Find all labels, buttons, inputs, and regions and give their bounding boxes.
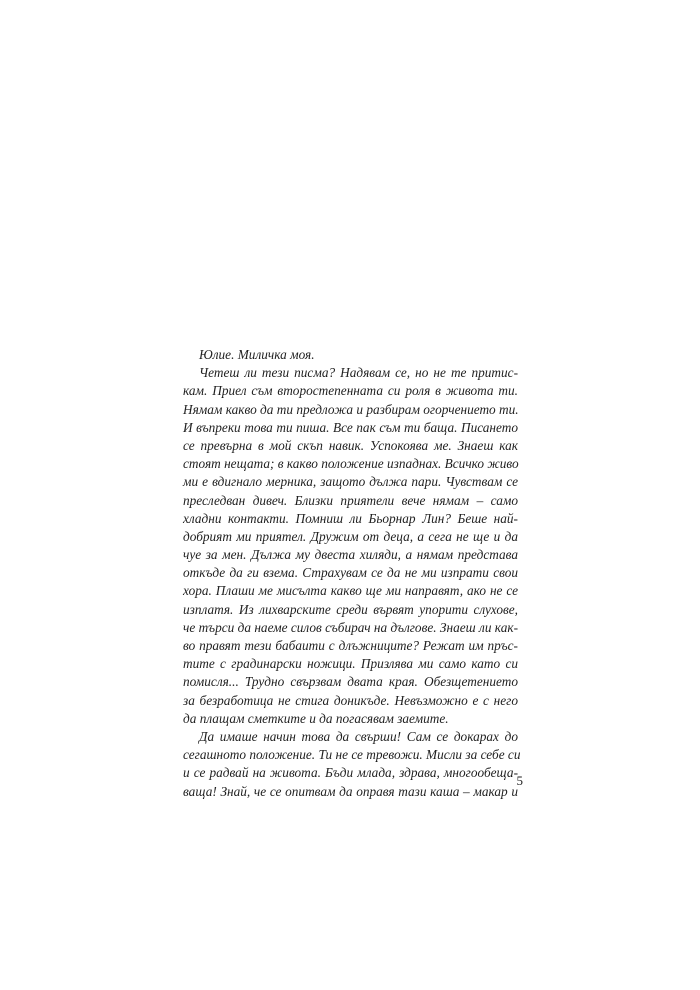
text-line-content: И въпреки това ти пиша. Все пак съм ти баща. Писането — [183, 419, 518, 435]
text-line — [183, 783, 518, 801]
text-line-content: хора. Плаши ме мисълта какво ще ми направят, ако не се — [183, 583, 518, 599]
text-line — [183, 728, 518, 746]
text-line — [183, 601, 518, 619]
text-line-content: хладни контакти. Помниш ли Бьорнар Лин? Беше най- — [183, 510, 518, 526]
text-line — [183, 673, 518, 691]
text-line-content: чуе за мен. Дължа му двеста хиляди, а нямам представа — [183, 547, 518, 563]
text-line-content: помисля... Трудно свързвам двата края. Обезщетението — [183, 674, 518, 690]
text-line-content: че търси да наеме силов събирач на дългове. Знаеш ли как- — [183, 619, 518, 635]
text-line — [183, 582, 518, 600]
text-line — [183, 637, 518, 655]
text-line — [183, 619, 518, 637]
text-line-content: преследван дивеч. Близки приятели вече нямам – само — [183, 492, 518, 508]
text-line — [183, 401, 518, 419]
text-line-content: откъде да ги взема. Страхувам се да не ми изпрати свои — [183, 565, 518, 581]
text-line-content: да плащам сметките и да погасявам заемите. — [183, 710, 449, 726]
text-line — [183, 346, 518, 364]
text-line-content: тите с градинарски ножици. Призлява ми само като си — [183, 656, 518, 672]
text-line-content: ми е вдигнало мерника, защото дължа пари. Чувствам се — [183, 474, 518, 490]
text-line — [183, 746, 521, 764]
page-number: 5 — [516, 773, 523, 788]
text-line — [183, 492, 518, 510]
text-line — [183, 655, 518, 673]
text-line-content: добрият ми приятел. Дружим от деца, а сега не ще и да — [183, 528, 518, 544]
text-line — [183, 546, 518, 564]
text-line — [183, 710, 518, 728]
text-line-content: ваща! Знай, че се опитвам да оправя тази каша – макар и — [183, 783, 518, 799]
text-line — [183, 364, 518, 382]
letter-text — [183, 346, 521, 801]
text-line — [183, 437, 518, 455]
text-line-content: Да имаше начин това да свърши! Сам се докарах до — [199, 728, 518, 744]
text-line-content: сегашното положение. Ти не се тревожи. Мисли за себе си — [183, 747, 521, 763]
text-line — [183, 455, 518, 473]
text-line-content: Четеш ли тези писма? Надявам се, но не те притис- — [199, 365, 518, 381]
text-line-content: и се радвай на живота. Бъди млада, здрава, многообеща- — [183, 765, 518, 781]
text-line-content: за безработица не стига доникъде. Невъзможно е с него — [183, 692, 518, 708]
text-line-content: стоят нещата; в какво положение изпаднах. Всичко живо — [183, 456, 519, 472]
text-line — [183, 692, 518, 710]
text-line-content: Юлие. Миличка моя. — [199, 347, 315, 362]
text-line-content: кам. Приел съм второстепенната си роля в живота ти. — [183, 383, 518, 399]
text-line — [183, 382, 518, 400]
text-line-content: се превърна в мой скъп навик. Успокоява ме. Знаеш как — [183, 437, 518, 453]
text-line — [183, 510, 518, 528]
text-line — [183, 564, 518, 582]
text-line-content: Нямам какво да ти предложа и разбирам огорчението ти. — [183, 401, 519, 417]
text-line-content: во правят тези бабаити с длъжниците? Режат им пръс- — [183, 638, 518, 653]
text-line — [183, 419, 518, 437]
text-line — [183, 473, 518, 491]
text-line — [183, 528, 518, 546]
text-line — [183, 764, 518, 782]
text-line-content: изплатя. Из лихварските среди вървят упорити слухове, — [183, 601, 518, 617]
